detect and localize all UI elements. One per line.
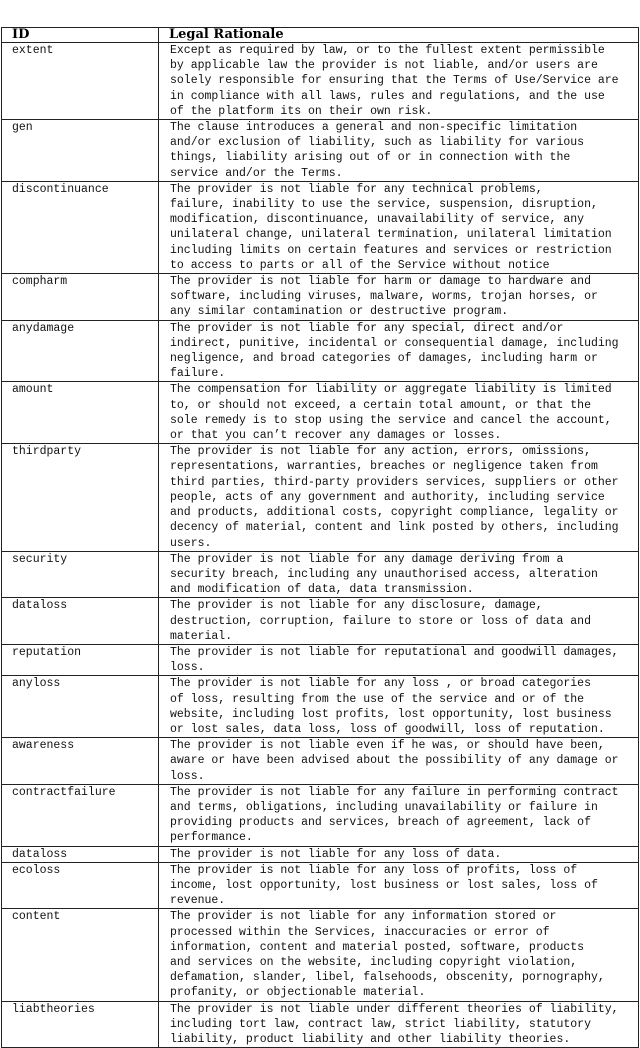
rationale-line: and modification of data, data transmission. bbox=[170, 583, 474, 597]
rationale-line: The compensation for liability or aggregate liability is limited bbox=[170, 383, 612, 397]
table-row bbox=[2, 644, 639, 675]
row-rationale bbox=[159, 598, 639, 645]
rationale-line: in compliance with all laws, rules and regulations, and the use bbox=[170, 89, 605, 103]
table-row bbox=[2, 846, 639, 862]
rationale-line: profanity, or objectionable material. bbox=[170, 986, 426, 1000]
rationale-line: performance. bbox=[170, 831, 253, 845]
rationale-line: users. bbox=[170, 536, 212, 550]
rationale-line: providing products and services, breach of agreement, lack of bbox=[170, 816, 591, 830]
row-id: dataloss bbox=[2, 598, 159, 645]
table-row bbox=[2, 43, 639, 120]
rationale-line: aware or have been advised about the possibility of any damage or bbox=[170, 754, 619, 768]
rationale-line: and/or exclusion of liability, such as liability for various bbox=[170, 136, 585, 150]
table-row bbox=[2, 320, 639, 382]
rationale-line: of loss, resulting from the use of the service and or of the bbox=[170, 692, 585, 706]
rationale-line: negligence, and broad categories of damages, including harm or bbox=[170, 352, 598, 366]
row-rationale bbox=[159, 444, 639, 551]
rationale-line: loss. bbox=[170, 661, 205, 675]
row-rationale bbox=[159, 320, 639, 382]
legal-rationale-table bbox=[1, 27, 639, 1048]
rationale-line: people, acts of any government and authority, including service bbox=[170, 490, 605, 504]
rationale-line: or that you can’t recover any damages or losses. bbox=[170, 429, 502, 443]
table-row bbox=[2, 382, 639, 444]
row-rationale bbox=[159, 676, 639, 738]
rationale-line: sole remedy is to stop using the service and cancel the account, bbox=[170, 413, 612, 427]
row-rationale bbox=[159, 120, 639, 182]
rationale-line: and products, additional costs, copyright compliance, legality or bbox=[170, 506, 619, 520]
row-rationale bbox=[159, 846, 639, 862]
row-rationale bbox=[159, 181, 639, 273]
row-id: anyloss bbox=[2, 676, 159, 738]
rationale-line: things, liability arising out of or in connection with the bbox=[170, 151, 571, 165]
row-id: reputation bbox=[2, 644, 159, 675]
row-id: liabtheories bbox=[2, 1001, 159, 1048]
rationale-line: to, or should not exceed, a certain total amount, or that the bbox=[170, 398, 591, 412]
table-row bbox=[2, 909, 639, 1001]
rationale-line: Except as required by law, or to the fullest extent permissible bbox=[170, 44, 605, 57]
rationale-line: The provider is not liable for reputational and goodwill damages, bbox=[170, 645, 619, 659]
header-id: ID bbox=[2, 28, 159, 43]
rationale-line: The provider is not liable for any loss , or broad categories bbox=[170, 677, 591, 691]
rationale-line: representations, warranties, breaches or negligence taken from bbox=[170, 460, 598, 474]
table-row bbox=[2, 181, 639, 273]
rationale-line: loss. bbox=[170, 769, 205, 783]
row-rationale bbox=[159, 382, 639, 444]
row-id: compharm bbox=[2, 274, 159, 321]
row-id: dataloss bbox=[2, 846, 159, 862]
rationale-line: software, including viruses, malware, worms, trojan horses, or bbox=[170, 290, 598, 304]
rationale-line: material. bbox=[170, 629, 233, 643]
rationale-line: website, including lost profits, lost opportunity, lost business bbox=[170, 707, 612, 721]
rationale-line: solely responsible for ensuring that the Terms of Use/Service are bbox=[170, 74, 619, 88]
rationale-line: any similar contamination or destructive program. bbox=[170, 305, 509, 319]
rationale-line: failure. bbox=[170, 367, 226, 381]
rationale-line: decency of material, content and link posted by others, including bbox=[170, 521, 619, 535]
rationale-line: including tort law, contract law, strict liability, statutory bbox=[170, 1017, 591, 1031]
rationale-line: The provider is not liable for harm or damage to hardware and bbox=[170, 275, 591, 289]
table-row bbox=[2, 738, 639, 785]
rationale-line: The provider is not liable even if he was, or should have been, bbox=[170, 739, 605, 753]
rationale-line: third parties, third-party providers services, suppliers or other bbox=[170, 475, 619, 489]
rationale-line: security breach, including any unauthorised access, alteration bbox=[170, 567, 598, 581]
rationale-line: or lost sales, data loss, loss of goodwill, loss of reputation. bbox=[170, 722, 605, 736]
rationale-line: to access to parts or all of the Service without notice bbox=[170, 258, 550, 272]
rationale-line: The provider is not liable for any damage deriving from a bbox=[170, 552, 564, 566]
rationale-line: indirect, punitive, incidental or consequential damage, including bbox=[170, 336, 619, 350]
row-rationale bbox=[159, 274, 639, 321]
table-row bbox=[2, 551, 639, 598]
rationale-line: The provider is not liable for any loss of data. bbox=[170, 847, 502, 861]
row-id: thirdparty bbox=[2, 444, 159, 551]
row-id: content bbox=[2, 909, 159, 1001]
row-rationale bbox=[159, 551, 639, 598]
row-rationale bbox=[159, 1001, 639, 1048]
rationale-line: The provider is not liable for any failure in performing contract bbox=[170, 785, 619, 799]
row-rationale bbox=[159, 43, 639, 120]
row-id: extent bbox=[2, 43, 159, 120]
header-legal-rationale: Legal Rationale bbox=[159, 28, 639, 43]
table-row bbox=[2, 444, 639, 551]
row-rationale bbox=[159, 644, 639, 675]
row-rationale bbox=[159, 909, 639, 1001]
row-id: contractfailure bbox=[2, 784, 159, 846]
row-rationale bbox=[159, 862, 639, 909]
rationale-line: The provider is not liable for any loss of profits, loss of bbox=[170, 863, 578, 877]
rationale-line: unilateral change, unilateral termination, unilateral limitation bbox=[170, 228, 612, 242]
table-row bbox=[2, 676, 639, 738]
row-id: amount bbox=[2, 382, 159, 444]
row-rationale bbox=[159, 784, 639, 846]
row-id: awareness bbox=[2, 738, 159, 785]
rationale-line: and terms, obligations, including unavailability or failure in bbox=[170, 800, 598, 814]
rationale-line: liability, product liability and other liability theories. bbox=[170, 1033, 571, 1046]
table-row bbox=[2, 120, 639, 182]
row-id: security bbox=[2, 551, 159, 598]
rationale-line: destruction, corruption, failure to store or loss of data and bbox=[170, 614, 591, 628]
rationale-line: The clause introduces a general and non-specific limitation bbox=[170, 121, 578, 135]
rationale-line: revenue. bbox=[170, 894, 226, 908]
table-row bbox=[2, 598, 639, 645]
rationale-line: The provider is not liable for any information stored or bbox=[170, 910, 557, 924]
table-row bbox=[2, 1001, 639, 1048]
table-header-row bbox=[2, 28, 639, 43]
rationale-line: income, lost opportunity, lost business or lost sales, loss of bbox=[170, 878, 598, 892]
rationale-line: modification, discontinuance, unavailability of service, any bbox=[170, 213, 585, 227]
rationale-line: The provider is not liable under different theories of liability, bbox=[170, 1002, 619, 1016]
rationale-line: and services on the website, including copyright violation, bbox=[170, 955, 578, 969]
rationale-line: information, content and material posted, software, products bbox=[170, 940, 585, 954]
row-rationale bbox=[159, 738, 639, 785]
rationale-line: The provider is not liable for any special, direct and/or bbox=[170, 321, 564, 335]
rationale-line: The provider is not liable for any technical problems, bbox=[170, 182, 543, 196]
table-row bbox=[2, 784, 639, 846]
rationale-line: by applicable law the provider is not liable, and/or users are bbox=[170, 59, 598, 73]
rationale-line: including limits on certain features and services or restriction bbox=[170, 243, 612, 257]
rationale-line: service and/or the Terms. bbox=[170, 166, 343, 180]
row-id: discontinuance bbox=[2, 181, 159, 273]
row-id: ecoloss bbox=[2, 862, 159, 909]
rationale-line: defamation, slander, libel, falsehoods, obscenity, pornography, bbox=[170, 971, 605, 985]
table-row bbox=[2, 862, 639, 909]
row-id: gen bbox=[2, 120, 159, 182]
table-body bbox=[2, 43, 639, 1048]
table-row bbox=[2, 274, 639, 321]
rationale-line: The provider is not liable for any disclosure, damage, bbox=[170, 599, 543, 613]
rationale-line: The provider is not liable for any action, errors, omissions, bbox=[170, 445, 591, 459]
rationale-line: failure, inability to use the service, suspension, disruption, bbox=[170, 198, 598, 212]
rationale-line: of the platform its on their own risk. bbox=[170, 104, 433, 118]
rationale-line: processed within the Services, inaccuracies or error of bbox=[170, 925, 550, 939]
row-id: anydamage bbox=[2, 320, 159, 382]
